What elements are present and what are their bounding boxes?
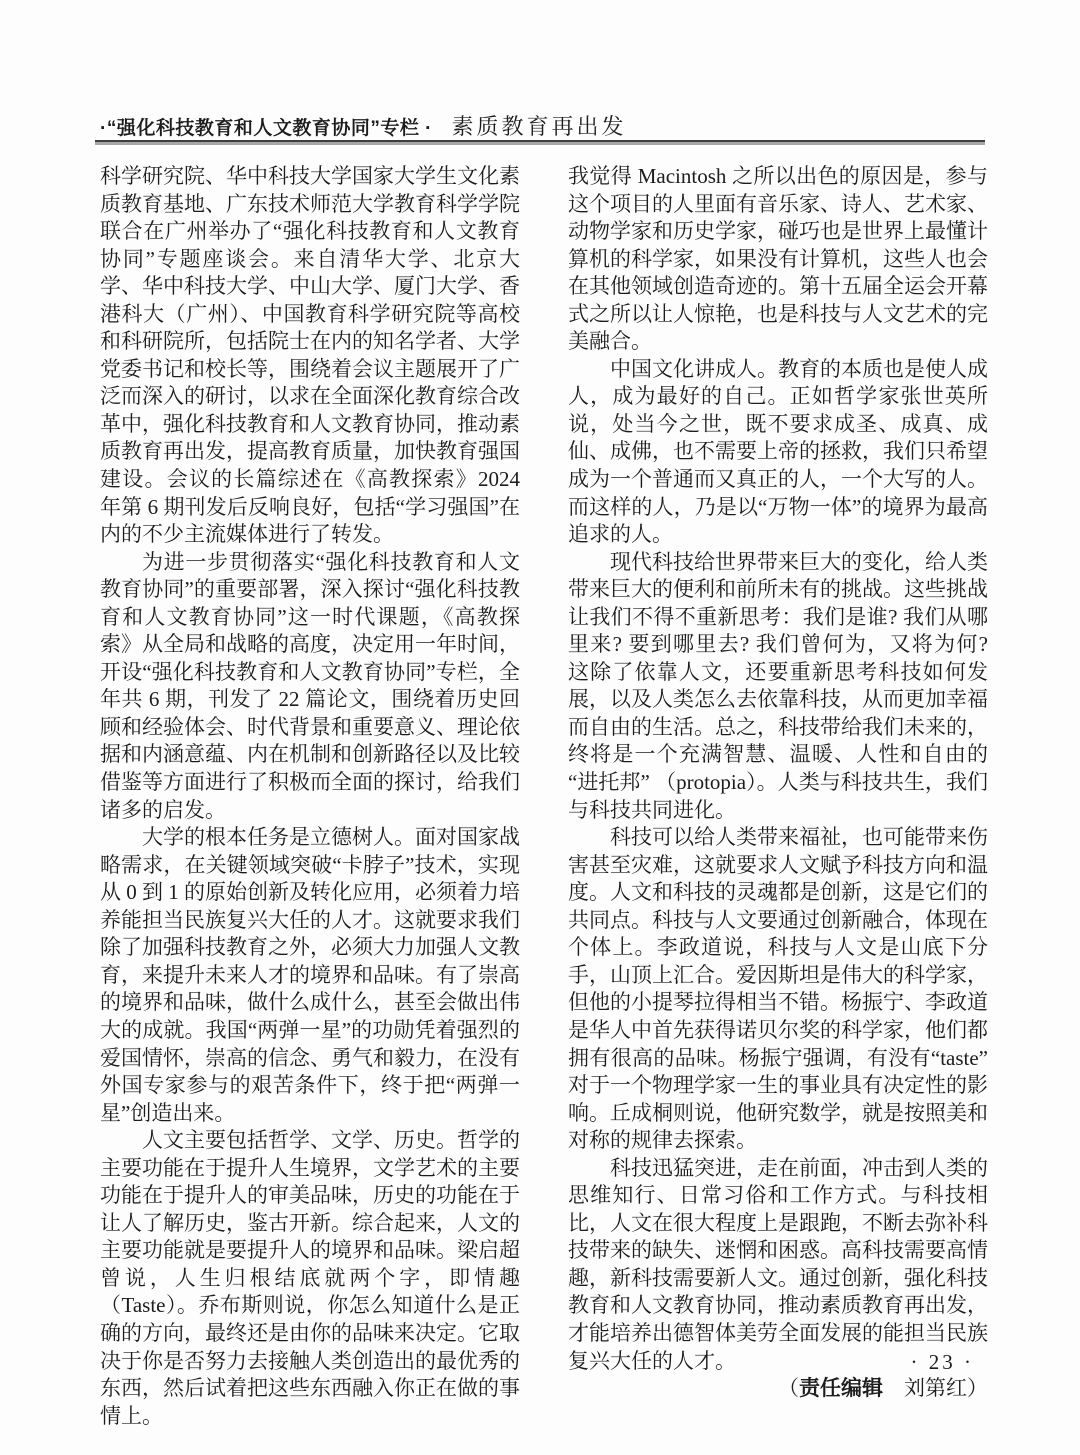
editor-credit-line [568,1375,988,1403]
article-body [100,163,988,1430]
paragraph-continuation: 我觉得 Macintosh 之所以出色的原因是，参与这个项目的人里面有音乐家、诗人、艺术家、动物学家和历史学家，碰巧也是世界上最懂计算机的科学家，如果没有计算机，这些人也会在其他领域创造奇迹的。第十五届全运会开幕式之所以让人惊艳，也是科技与人文艺术的完美融合。 [568,164,988,354]
paragraph: 人文主要包括哲学、文学、历史。哲学的主要功能在于提升人生境界，文学艺术的主要功能在于提升人的审美品味，历史的功能在于让人了解历史，鉴古开新。综合起来，人文的主要功能就是要提升人的境界和品味。梁启超曾说，人生归根结底就两个字，即情趣（Taste）。乔布斯则说，你怎么知道什么是正确的方向，最终还是由你的品味来决定。它取决于你是否努力去接触人类创造出的最优秀的东西，然后试着把这些东西融入你正在做的事情上。 [100,1128,520,1428]
paragraph: 现代科技给世界带来巨大的变化，给人类带来巨大的便利和前所未有的挑战。这些挑战让我们不得不重新思考：我们是谁? 我们从哪里来? 要到哪里去? 我们曾何为，又将为何? 这除了依靠人文，还要重新思考科技如何发展，以及人类怎么去依靠科技，从而更加幸福而自由的生活。总之，科技带给我们未来的，终将是一个充满智慧、温暖、人性和自由的“进托邦” （protopia）。人类与科技共生，我们与科技共同进化。 [568,549,988,822]
page-header [100,110,985,140]
page-number: · 23 · [910,1350,974,1374]
paragraph: 为进一步贯彻落实“强化科技教育和人文教育协同”的重要部署，深入探讨“强化科技教育和人文教育协同”这一时代课题，《高教探索》从全局和战略的高度，决定用一年时间，开设“强化科技教育和人文教育协同”专栏，全年共 6 期，刊发了 22 篇论文，围绕着历史回顾和经验体会、时代背景和重要意义、理论依据和内涵意蕴、内在机制和创新路径以及比较借鉴等方面进行了积极而全面的探讨，给我们诸多的启发。 [100,549,520,822]
header-rule [95,140,985,145]
editor-name: 刘第红 [904,1376,967,1401]
paragraph: 科技迅猛突进，走在前面，冲击到人类的思维知行、日常习俗和工作方式。与科技相比，人文在很大程度上是跟跑，不断去弥补科技带来的缺失、迷惘和困惑。高科技需要高情趣，新科技需要新人文。通过创新，强化科技教育和人文教育协同，推动素质教育再出发，才能培养出德智体美劳全面发展的能担当民族复兴大任的人才。 [568,1155,988,1373]
paragraph: 中国文化讲成人。教育的本质也是使人成人，成为最好的自己。正如哲学家张世英所说，处当今之世，既不要求成圣、成真、成仙、成佛，也不需要上帝的拯救，我们只希望成为一个普通而又真正的人，一个大写的人。而这样的人，乃是以“万物一体”的境界为最高追求的人。 [568,356,988,547]
paragraph: 科技可以给人类带来福祉，也可能带来伤害甚至灾难，这就要求人文赋予科技方向和温度。人文和科技的灵魂都是创新，这是它们的共同点。科技与人文要通过创新融合，体现在个体上。李政道说，科技与人文是山底下分手，山顶上汇合。爱因斯坦是伟大的科学家，但他的小提琴拉得相当不错。杨振宁、李政道是华人中首先获得诺贝尔奖的科学家，他们都拥有很高的品味。杨振宁强调，有没有“taste”对于一个物理学家一生的事业具有决定性的影响。丘成桐则说，他研究数学，就是按照美和对称的规律去探索。 [568,825,988,1153]
editor-gap [883,1376,904,1400]
page-footer [911,1350,975,1375]
column-label: ·“强化科技教育和人文教育协同”专栏 · [100,118,432,139]
paragraph: 大学的根本任务是立德树人。面对国家战略需求，在关键领域突破“卡脖子”技术，实现从 0 到 1 的原始创新及转化应用，必须着力培养能担当民族复兴大任的人才。这就要求我们除了加强科技教育之外，必须大力加强人文教育，来提升未来人才的境界和品味。有了崇高的境界和品味，做什么成什么，甚至会做出伟大的成就。我国“两弹一星”的功勋凭着强烈的爱国情怀，崇高的信念、勇气和毅力，在没有外国专家参与的艰苦条件下，终于把“两弹一星”创造出来。 [100,825,520,1125]
left-column [100,163,520,1430]
running-title: 素质教育再出发 [451,114,627,139]
editor-role-label: 责任编辑 [799,1377,883,1401]
paragraph-continuation: 科学研究院、华中科技大学国家大学生文化素质教育基地、广东技术师范大学教育科学学院联合在广州举办了“强化科技教育和人文教育协同”专题座谈会。来自清华大学、北京大学、华中科技大学、中山大学、厦门大学、香港科大（广州）、中国教育科学研究院等高校和科研院所，包括院士在内的知名学者、大学党委书记和校长等，围绕着会议主题展开了广泛而深入的研讨，以求在全面深化教育综合改革中，强化科技教育和人文教育协同，推动素质教育再出发，提高教育质量，加快教育强国建设。会议的长篇综述在《高教探索》2024 年第 6 期刊发后反响良好，包括“学习强国”在内的不少主流媒体进行了转发。 [100,164,520,547]
editor-paren-open: （ [778,1376,799,1401]
right-column [568,163,988,1430]
editor-paren-close: ） [967,1376,988,1401]
